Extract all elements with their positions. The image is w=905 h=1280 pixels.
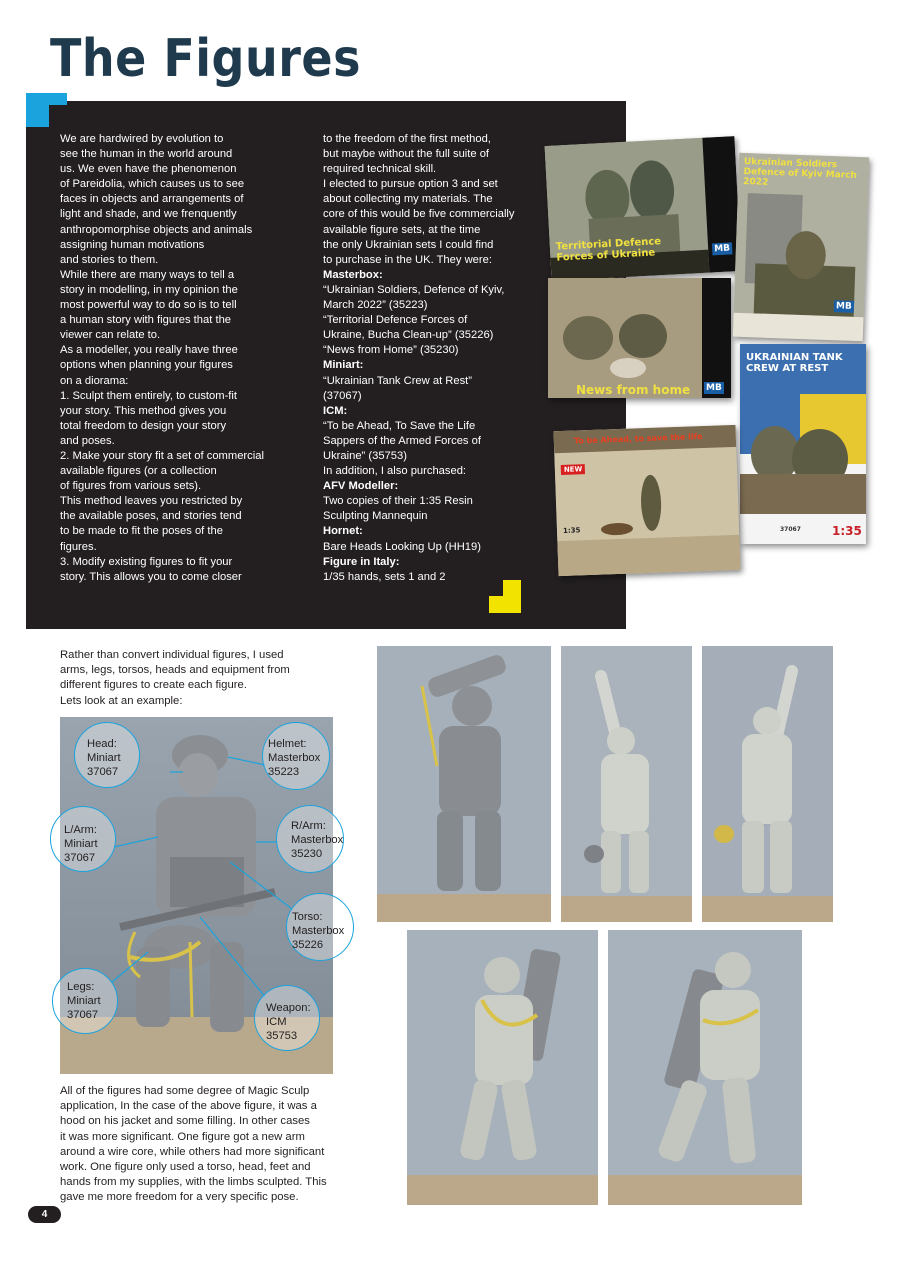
- text-line: Sappers of the Armed Forces of: [323, 434, 481, 447]
- text-line: application, In the case of the above figure, it was a: [60, 1100, 317, 1113]
- text-line: a human story with figures that the: [60, 314, 232, 327]
- new-badge: NEW: [561, 464, 586, 475]
- photo-figure-with-shield-front: [407, 930, 598, 1205]
- text-line: While there are many ways to tell a: [60, 268, 235, 281]
- text-line: arms, legs, torsos, heads and equipment from: [60, 664, 290, 677]
- text-line: on a diorama:: [60, 374, 129, 387]
- text-line: but maybe without the full suite of: [323, 148, 490, 161]
- box-art-ukrainian-tank-crew: [740, 344, 866, 544]
- callout-weapon: Weapon: ICM 35753: [254, 985, 320, 1051]
- callout-legs: Legs: Miniart 37067: [52, 968, 118, 1034]
- text-line: Rather than convert individual figures, I used: [60, 649, 284, 661]
- text-line: work. One figure only used a torso, head, feet and: [60, 1161, 311, 1174]
- text-line: Two copies of their 1:35 Resin: [323, 495, 473, 508]
- text-line: gave me more freedom for a very specific pose.: [60, 1191, 299, 1204]
- text-line: it was more significant. One figure got a new arm: [60, 1130, 305, 1143]
- figure-photo-1: [377, 646, 551, 922]
- text-line: Miniart:: [323, 359, 364, 372]
- text-line: 1. Sculpt them entirely, to custom-fit: [60, 389, 237, 402]
- text-line: to the freedom of the first method,: [323, 133, 491, 145]
- text-line: AFV Modeller:: [323, 480, 399, 493]
- box-art-label: Ukrainian Soldiers Defence of Kyiv March 2022: [743, 156, 858, 188]
- text-line: viewer can relate to.: [60, 329, 161, 342]
- text-line: light and shade, and we frenquently: [60, 208, 237, 221]
- box-art-territorial-defence: [545, 136, 742, 281]
- text-line: Bare Heads Looking Up (HH19): [323, 540, 481, 553]
- figure-photo-5: [608, 930, 802, 1205]
- intro-column-2: [323, 132, 555, 585]
- text-line: story in modelling, in my opinion the: [60, 283, 238, 296]
- text-line: core of this would be five commercially: [323, 208, 515, 221]
- text-line: Ukraine, Bucha Clean-up” (35226): [323, 329, 494, 342]
- text-line: required technical skill.: [323, 163, 437, 176]
- scale-label: 1:35: [562, 526, 581, 535]
- text-line: Ukraine” (35753): [323, 449, 407, 462]
- text-line: see the human in the world around: [60, 148, 233, 161]
- photo-figure-with-shield-back: [377, 646, 551, 922]
- callout-left-arm: L/Arm: Miniart 37067: [50, 806, 116, 872]
- masterbox-logo: MB: [834, 300, 854, 313]
- text-line: “To be Ahead, To Save the Life: [323, 419, 476, 432]
- product-code: 37067: [780, 526, 801, 533]
- text-line: (37067): [323, 389, 362, 402]
- text-line: “News from Home” (35230): [323, 344, 459, 357]
- text-line: of figures from various sets).: [60, 480, 202, 493]
- text-line: available figures (or a collection: [60, 465, 217, 478]
- masterbox-logo: MB: [712, 242, 732, 255]
- text-line: “Territorial Defence Forces of: [323, 314, 468, 327]
- photo-figure-with-shield-side: [608, 930, 802, 1205]
- box-art-icm-sappers: [554, 425, 741, 576]
- box-art-label: To be Ahead, to save the life: [573, 432, 703, 446]
- text-line: figures.: [60, 540, 97, 553]
- text-line: faces in objects and arrangements of: [60, 193, 244, 206]
- text-line: In addition, I also purchased:: [323, 465, 467, 478]
- text-line: Masterbox:: [323, 268, 383, 281]
- text-line: most powerful way to do so is to tell: [60, 299, 237, 312]
- assembly-intro: [60, 648, 290, 709]
- text-line: “Ukrainian Tank Crew at Rest”: [323, 374, 473, 387]
- text-line: 1/35 hands, sets 1 and 2: [323, 570, 446, 583]
- text-line: to be made to fit the poses of the: [60, 525, 223, 538]
- text-line: 2. Make your story fit a set of commercial: [60, 449, 264, 462]
- figure-photo-3: [702, 646, 833, 922]
- text-line: your story. This method gives you: [60, 404, 227, 417]
- text-line: and poses.: [60, 434, 115, 447]
- text-line: different figures to create each figure.: [60, 679, 247, 692]
- box-art-news-from-home: [548, 278, 731, 398]
- box-art-ukrainian-tank-crew-image: [740, 344, 866, 544]
- box-art-defence-of-kyiv: [733, 153, 869, 341]
- assembly-outro: [60, 1084, 327, 1206]
- text-line: around a wire core, while others had more significant: [60, 1145, 325, 1158]
- text-line: As a modeller, you really have three: [60, 344, 238, 357]
- text-line: to purchase in the UK. They were:: [323, 253, 492, 266]
- box-art-label: News from home: [576, 383, 691, 397]
- callout-helmet: Helmet: Masterbox 35223: [262, 722, 330, 790]
- text-line: us. We even have the phenomenon: [60, 163, 237, 176]
- callout-head: Head: Miniart 37067: [74, 722, 140, 788]
- text-line: about collecting my materials. The: [323, 193, 493, 206]
- figure-photo-4: [407, 930, 598, 1205]
- text-line: “Ukrainian Soldiers, Defence of Kyiv,: [323, 283, 505, 296]
- text-line: and stories to them.: [60, 253, 159, 266]
- text-line: assigning human motivations: [60, 238, 205, 251]
- text-line: 3. Modify existing figures to fit your: [60, 555, 233, 568]
- box-art-icm-sappers-image: [554, 425, 741, 576]
- box-art-label: UKRAINIAN TANK CREW AT REST: [746, 352, 843, 374]
- photo-figure-pointing-front: [561, 646, 692, 922]
- yellow-corner-notch: [489, 580, 503, 596]
- text-line: ICM:: [323, 404, 348, 417]
- cyan-corner-notch: [49, 105, 67, 127]
- photo-figure-pointing-back: [702, 646, 833, 922]
- text-line: Figure in Italy:: [323, 555, 400, 568]
- callout-right-arm: R/Arm: Masterbox 35230: [276, 805, 344, 873]
- text-line: I elected to pursue option 3 and set: [323, 178, 498, 191]
- text-line: the available poses, and stories tend: [60, 510, 242, 523]
- scale-label: 1:35: [832, 524, 862, 538]
- text-line: March 2022” (35223): [323, 299, 428, 312]
- callout-torso: Torso: Masterbox 35226: [286, 893, 354, 961]
- text-line: available figure sets, at the time: [323, 223, 481, 236]
- page-number: 4: [28, 1206, 61, 1223]
- text-line: the only Ukrainian sets I could find: [323, 238, 494, 251]
- text-line: options when planning your figures: [60, 359, 233, 372]
- text-line: hood on his jacket and some filling. In other cases: [60, 1115, 310, 1128]
- text-line: Hornet:: [323, 525, 363, 538]
- text-line: of Pareidolia, which causes us to see: [60, 178, 245, 191]
- text-line: Sculpting Mannequin: [323, 510, 428, 523]
- intro-column-1: [60, 132, 310, 585]
- box-art-news-from-home-image: [548, 278, 731, 398]
- text-line: anthropomorphise objects and animals: [60, 223, 253, 236]
- text-line: hands from my supplies, with the limbs sculpted. This: [60, 1176, 327, 1189]
- text-line: total freedom to design your story: [60, 419, 227, 432]
- text-line: This method leaves you restricted by: [60, 495, 243, 508]
- box-art-label: Territorial Defence Forces of Ukraine: [555, 236, 662, 264]
- masterbox-logo: MB: [706, 383, 722, 393]
- text-line: Lets look at an example:: [60, 694, 183, 707]
- figure-photo-2: [561, 646, 692, 922]
- text-line: We are hardwired by evolution to: [60, 133, 224, 145]
- text-line: All of the figures had some degree of Magic Sculp: [60, 1085, 310, 1097]
- page-title: The Figures: [50, 28, 361, 89]
- text-line: story. This allows you to come closer: [60, 570, 242, 583]
